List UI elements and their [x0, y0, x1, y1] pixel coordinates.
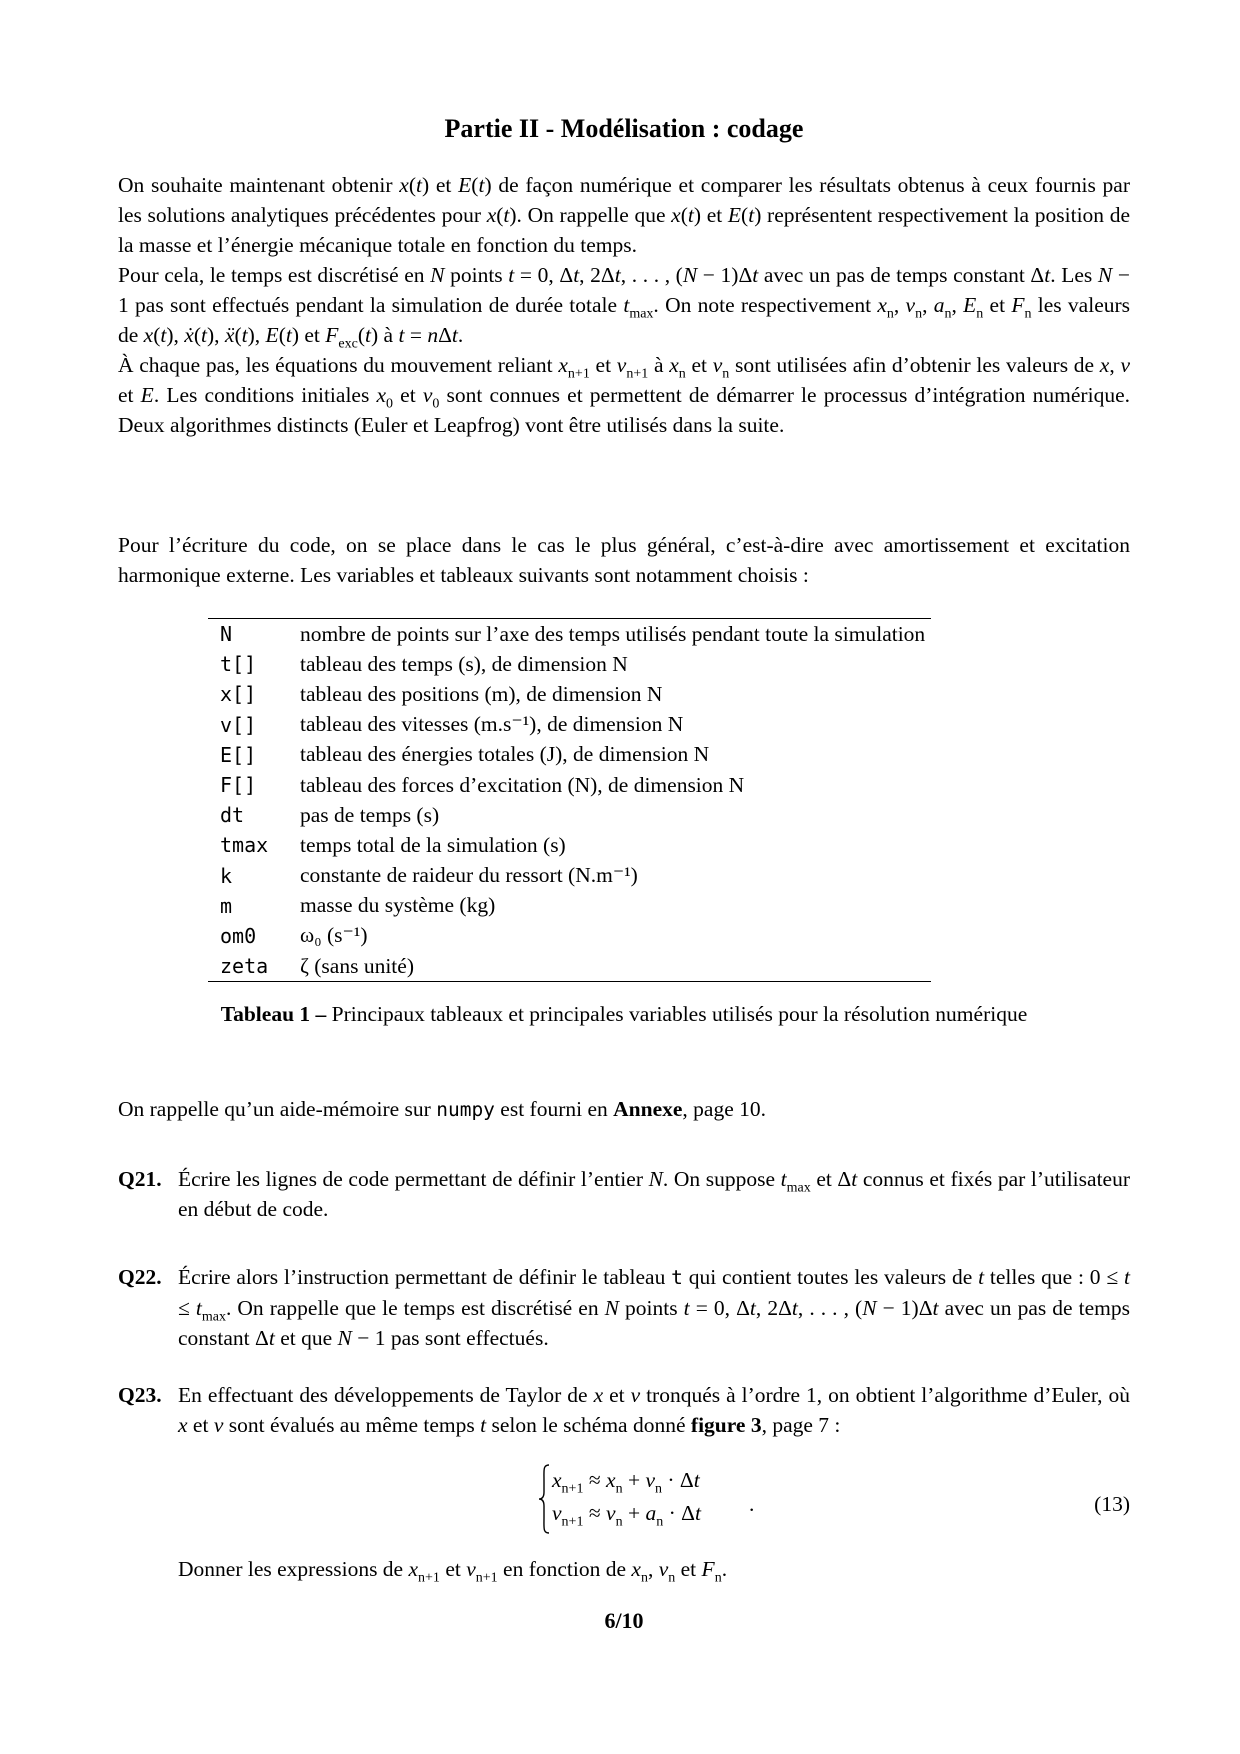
equation-line-v: $v_{n+1} \approx v_n + a_n \cdot \Delta t$: [552, 1501, 701, 1530]
variables-table: [208, 618, 931, 982]
table-row: [208, 891, 931, 921]
table-row: [208, 770, 931, 800]
question-label: Q21.: [118, 1167, 162, 1191]
variable-name: x[]: [220, 682, 257, 707]
equation-number: (13): [1094, 1492, 1130, 1516]
variable-description: nombre de points sur l’axe des temps utilisés pendant toute la simulation: [300, 621, 926, 646]
question-label: Q22.: [118, 1265, 162, 1289]
variable-description: tableau des temps (s), de dimension N: [300, 651, 628, 676]
table-row: [208, 921, 931, 951]
variable-name: om0: [220, 923, 257, 948]
variable-description: constante de raideur du ressort (N.m⁻¹): [300, 863, 638, 888]
variable-name: v[]: [220, 712, 257, 737]
left-brace-icon: [538, 1464, 550, 1534]
variable-name: F[]: [220, 773, 257, 798]
table-row: [208, 740, 931, 770]
question-q22: Q22. Écrire alors l’instruction permettant de définir le tableau t qui contient toutes les valeurs de t telles que : $0 \le t \le t_{max}$. On rappelle que le temps est discrétisé en N points t = 0, Δt, 2Δt, . . . , (N − 1)Δt avec un pas de temps constant Δt et que N − 1 pas sont effectués.: [118, 1262, 1130, 1353]
variable-name: t[]: [220, 652, 257, 677]
variable-description: tableau des énergies totales (J), de dimension N: [300, 742, 710, 767]
table-row: [208, 861, 931, 891]
question-label: Q23.: [118, 1383, 162, 1407]
variable-name: zeta: [220, 954, 269, 979]
caption-text: Principaux tableaux et principales variables utilisés pour la résolution numérique: [331, 1002, 1028, 1026]
variable-name: E[]: [220, 742, 257, 767]
variable-name: m: [220, 893, 233, 918]
variable-description: ω₀ (s⁻¹): [300, 923, 368, 948]
equation-period: .: [749, 1492, 755, 1516]
section-title: Partie II - Modélisation : codage: [444, 114, 804, 143]
variable-name: tmax: [220, 833, 269, 858]
table-row: [208, 951, 931, 982]
equation-line-x: $x_{n+1} \approx x_n + v_n \cdot \Delta t$: [552, 1468, 700, 1497]
page-number: 6/10: [604, 1608, 644, 1633]
table-row: [208, 679, 931, 709]
table-row: [208, 619, 931, 650]
variable-name: N: [220, 622, 233, 647]
euler-equation-system: [538, 1464, 701, 1530]
variable-description: tableau des forces d’excitation (N), de dimension N: [300, 772, 745, 797]
caption-label: Tableau 1 –: [220, 1002, 327, 1026]
table-caption: [118, 1002, 1130, 1027]
variable-name: k: [220, 863, 233, 888]
variable-description: tableau des vitesses (m.s⁻¹), de dimension N: [300, 712, 684, 737]
integration-paragraph: À chaque pas, les équations du mouvement reliant $x_{n+1}$ et $v_{n+1}$ à $x_n$ et $v_n$ sont utilisées afin d’obtenir les valeurs de x, v et E. Les conditions initiales $x_0$ et $v_0$ sont connues et permettent de démarrer le processus d’intégration numérique. Deux algorithmes distincts (Euler et Leapfrog) vont être utilisés dans la suite.: [118, 353, 1130, 437]
variable-description: masse du système (kg): [300, 893, 496, 918]
intro-paragraph: On souhaite maintenant obtenir x(t) et E(t) de façon numérique et comparer les résultats obtenus à ceux fournis par les solutions analytiques précédentes pour x(t). On rappelle que x(t) et E(t) représentent respectivement la position de la masse et l’énergie mécanique totale en fonction du temps.: [118, 173, 1131, 257]
q23-instruction: Donner les expressions de $x_{n+1}$ et $v_{n+1}$ en fonction de $x_n$, $v_n$ et $F_n$.: [178, 1557, 728, 1586]
variable-description: ζ (sans unité): [300, 953, 414, 978]
table-row: [208, 649, 931, 679]
code-paragraph: Pour l’écriture du code, on se place dans le cas le plus général, c’est-à-dire avec amortissement et excitation harmonique externe. Les variables et tableaux suivants sont notamment choisis :: [118, 533, 1130, 587]
variable-description: temps total de la simulation (s): [300, 832, 566, 857]
annex-link: Annexe: [613, 1097, 683, 1121]
numpy-code: numpy: [436, 1098, 495, 1121]
table-row: [208, 800, 931, 830]
question-q21: Q21. Écrire les lignes de code permettant de définir l’entier N. On suppose $t_{max}$ et Δt connus et fixés par l’utilisateur en début de code.: [118, 1164, 1130, 1224]
table-row: [208, 830, 931, 860]
discretisation-paragraph: Pour cela, le temps est discrétisé en N points t = 0, Δt, 2Δt, . . . , (N − 1)Δt avec un pas de temps constant Δt. Les N − 1 pas sont effectués pendant la simulation de durée totale $t_{max}$. On note respectivement $x_n$, $v_n$, $a_n$, $E_n$ et $F_n$ les valeurs de x(t), ẋ(t), ẍ(t), E(t) et $F_{exc}(t)$ à t = nΔt.: [118, 263, 1131, 352]
variable-description: tableau des positions (m), de dimension N: [300, 681, 663, 706]
table-row: [208, 710, 931, 740]
annex-note: On rappelle qu’un aide-mémoire sur numpy est fourni en Annexe, page 10.: [118, 1097, 767, 1121]
variable-description: pas de temps (s): [300, 802, 440, 827]
variable-name: dt: [220, 803, 245, 828]
question-q23: Q23. En effectuant des développements de Taylor de x et v tronqués à l’ordre 1, on obtient l’algorithme d’Euler, où x et v sont évalués au même temps t selon le schéma donné figure 3, page 7 :: [118, 1380, 1130, 1440]
